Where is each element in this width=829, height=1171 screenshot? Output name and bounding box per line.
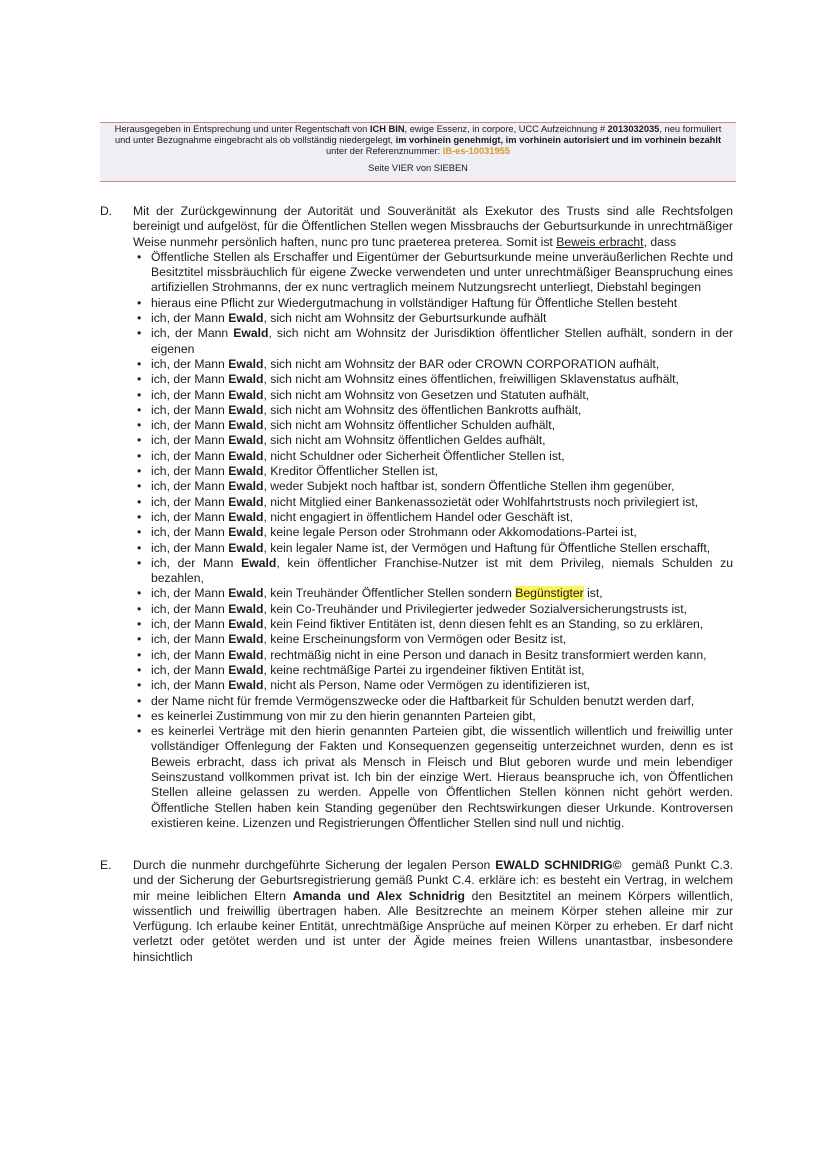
name-bold: Ewald bbox=[228, 662, 264, 677]
name-bold: Ewald bbox=[228, 509, 264, 524]
name-bold: Ewald bbox=[228, 617, 264, 632]
intro-text: Mit der Zurückgewinnung der Autorität und Souveränität als Exekutor des Trusts sind alle Rechtsfolgen bereinigt und aufgelöst, für die Öffentlichen Stellen wegen Missbrauchs der Geburtsurkunde in unrechtmäßiger Weise nunmehr persönlich haften, nunc pro tunc praeterea preterea. Somit ist bbox=[133, 204, 733, 249]
list-item bbox=[151, 433, 733, 448]
bullet-text: hieraus eine Pflicht zur Wiedergutmachung in vollständiger Haftung für Öffentliche Stellen besteht bbox=[151, 295, 678, 310]
list-item bbox=[151, 418, 733, 433]
bullet-text: , keine Erscheinungsform von Vermögen oder Besitz ist, bbox=[263, 632, 567, 647]
bullet-text: , nicht als Person, Name oder Vermögen zu identifizieren ist, bbox=[263, 678, 590, 693]
bullet-text: , kein Feind fiktiver Entitäten ist, denn diesen fehlt es an Standing, so zu erklären, bbox=[263, 617, 704, 632]
list-item bbox=[151, 357, 733, 372]
document-header bbox=[100, 122, 736, 182]
ucc-number: 2013032035 bbox=[607, 124, 660, 134]
intro-end: , dass bbox=[643, 234, 677, 249]
list-item bbox=[151, 648, 733, 663]
bullet-text: ich, der Mann bbox=[151, 448, 229, 463]
name-bold: Ewald bbox=[228, 387, 264, 402]
bullet-text: ich, der Mann bbox=[151, 586, 229, 601]
bullet-text: , weder Subjekt noch haftbar ist, sondern Öffentliche Stellen ihm gegenüber, bbox=[263, 479, 675, 494]
header-text: , ewige Essenz, in corpore, UCC Aufzeichnung # bbox=[404, 124, 608, 134]
bullet-text: ich, der Mann bbox=[151, 525, 229, 540]
list-item bbox=[151, 464, 733, 479]
highlighted-text: Begünstigter bbox=[515, 586, 584, 601]
name-bold: Ewald bbox=[228, 540, 264, 555]
list-item bbox=[151, 663, 733, 678]
list-item bbox=[151, 632, 733, 647]
bullet-text: ich, der Mann bbox=[151, 464, 229, 479]
list-item bbox=[151, 495, 733, 510]
list-item bbox=[151, 724, 733, 831]
name-bold: Ewald bbox=[241, 555, 277, 570]
list-item bbox=[151, 311, 733, 326]
name-bold: Ewald bbox=[228, 586, 264, 601]
list-item bbox=[151, 678, 733, 693]
name-bold: Ewald bbox=[228, 525, 264, 540]
bullet-text: , kein öffentlicher Franchise-Nutzer ist mit dem Privileg, niemals Schulden zu bezahlen, bbox=[151, 555, 733, 586]
bullet-text: ich, der Mann bbox=[151, 662, 229, 677]
list-item bbox=[151, 250, 733, 296]
list-item bbox=[151, 326, 733, 357]
bullet-text: ich, der Mann bbox=[151, 494, 229, 509]
name-bold: Ewald bbox=[228, 632, 264, 647]
name-bold: Ewald bbox=[228, 494, 264, 509]
text: Durch die nunmehr durchgeführte Sicherung der legalen Person bbox=[133, 858, 496, 872]
name-bold: Ewald bbox=[228, 418, 264, 433]
list-item bbox=[151, 541, 733, 556]
bullet-text: , sich nicht am Wohnsitz öffentlicher Schulden aufhält, bbox=[263, 418, 555, 433]
bullet-text: ich, der Mann bbox=[151, 479, 229, 494]
bullet-list bbox=[133, 250, 733, 831]
bullet-text: , sich nicht am Wohnsitz der Geburtsurkunde aufhält bbox=[263, 311, 547, 326]
name-bold: Ewald bbox=[228, 311, 264, 326]
name-bold: Ewald bbox=[228, 464, 264, 479]
list-item bbox=[151, 586, 733, 601]
bullet-text: , keine rechtmäßige Partei zu irgendeiner fiktiven Entität ist, bbox=[263, 662, 585, 677]
list-item bbox=[151, 296, 733, 311]
bullet-text: es keinerlei Verträge mit den hierin genannten Parteien gibt, die wissentlich willentlich und freiwillig unter vollständiger Offenlegung der Fakten und Konsequenzen gegenseitig unterzeichnet wurden, denn es ist Beweis erbracht, dass ich privat als Mensch in Fleisch und Blut geboren wurde und mein lebendiger Seinszustand vollkommen privat ist. Ich bin der einzige Wert. Hieraus beanspruche ich, von Öffentlichen Stellen alleine gelassen zu werden. Appelle von Öffentlichen Stellen können nicht gehört werden. Öffentliche Stellen haben kein Standing gegenüber den Rechtswirkungen dieser Urkunde. Kontroversen existieren keine. Lizenzen und Registrierungen Öffentlicher Stellen sind null und nichtig. bbox=[151, 724, 733, 830]
bullet-text: , sich nicht am Wohnsitz öffentlichen Geldes aufhält, bbox=[263, 433, 546, 448]
reference-number: IB-es-10031955 bbox=[442, 146, 510, 156]
name-bold: Ewald bbox=[228, 479, 264, 494]
bullet-text: ich, der Mann bbox=[151, 555, 242, 570]
bullet-text: , keine legale Person oder Strohmann oder Akkomodations-Partei ist, bbox=[263, 525, 637, 540]
legal-person-name: EWALD SCHNIDRIG© bbox=[495, 858, 622, 872]
header-text: unter der Referenznummer: bbox=[326, 146, 443, 156]
bullet-text: , sich nicht am Wohnsitz des öffentlichen Bankrotts aufhält, bbox=[263, 402, 582, 417]
bullet-text: ich, der Mann bbox=[151, 509, 229, 524]
section-d bbox=[100, 204, 733, 831]
bullet-text: , nicht Schuldner oder Sicherheit Öffentlicher Stellen ist, bbox=[263, 448, 565, 463]
header-text: Herausgegeben in Entsprechung und unter Regentschaft von bbox=[114, 124, 370, 134]
name-bold: Ewald bbox=[228, 402, 264, 417]
name-bold: Ewald bbox=[228, 448, 264, 463]
section-e bbox=[100, 858, 737, 965]
bullet-text: , sich nicht am Wohnsitz der Jurisdiktion öffentlicher Stellen aufhält, sondern in der eigenen bbox=[151, 326, 733, 356]
list-item bbox=[151, 525, 733, 540]
header-notice bbox=[100, 123, 736, 157]
bullet-text: es keinerlei Zustimmung von mir zu den hierin genannten Parteien gibt, bbox=[151, 708, 536, 723]
name-bold: Ewald bbox=[228, 678, 264, 693]
text: gemäß Punkt C.3. und der Sicherung der Geburtsregistrierung gemäß Punkt C.4. erkläre ich: es besteht ein Vertrag, in welchem mir meine leiblichen Eltern bbox=[133, 858, 737, 903]
list-item bbox=[151, 388, 733, 403]
name-bold: Ewald bbox=[233, 326, 269, 341]
bullet-text: ich, der Mann bbox=[151, 617, 229, 632]
bullet-text: ich, der Mann bbox=[151, 632, 229, 647]
bullet-text: , kein Co-Treuhänder und Privilegierter jedweder Sozialversicherungstrusts ist, bbox=[263, 601, 688, 616]
bullet-text: , Kreditor Öffentlicher Stellen ist, bbox=[263, 464, 438, 479]
text: den Besitztitel an meinem Körpers willentlich, wissentlich und freiwillig übertragen haben. Alle Besitzrechte an meinem Körper stehen alleine mir zur Verfügung. Ich erlaube keiner Entität, unrechtmäßige Ansprüche auf meinen Körper zu erheben. Er darf nicht verletzt oder getötet werden und ist unter der Ägide meines freien Willens unantastbar, insbesondere hinsichtlich bbox=[133, 888, 734, 964]
list-item bbox=[151, 617, 733, 632]
header-bold: im vorhinein genehmigt, im vorhinein autorisiert und im vorhinein bezahlt bbox=[395, 135, 722, 145]
list-item bbox=[151, 403, 733, 418]
list-item bbox=[151, 556, 733, 587]
name-bold: Ewald bbox=[228, 356, 264, 371]
section-d-intro bbox=[133, 204, 733, 250]
bullet-text: ich, der Mann bbox=[151, 326, 234, 341]
list-item bbox=[151, 510, 733, 525]
bullet-text: , sich nicht am Wohnsitz eines öffentlichen, freiwilligen Sklavenstatus aufhält, bbox=[263, 372, 679, 387]
section-label: E. bbox=[100, 858, 112, 872]
bullet-text: der Name nicht für fremde Vermögenszwecke oder die Haftbarkeit für Schulden benutzt werden darf, bbox=[151, 693, 695, 708]
bullet-text: , kein Treuhänder Öffentlicher Stellen sondern bbox=[263, 586, 516, 601]
underlined-text: Beweis erbracht bbox=[556, 234, 644, 249]
name-bold: Ewald bbox=[228, 433, 264, 448]
header-text: , neu formuliert und unter Bezugnahme eingebracht als ob vollständig niedergelegt, bbox=[114, 124, 722, 145]
list-item bbox=[151, 709, 733, 724]
bullet-text: ich, der Mann bbox=[151, 540, 229, 555]
bullet-text: , nicht Mitglied einer Bankenassozietät oder Wohlfahrtstrusts noch privilegiert ist, bbox=[263, 494, 699, 509]
bullet-text: , rechtmäßig nicht in eine Person und danach in Besitz transformiert werden kann, bbox=[263, 647, 707, 662]
bullet-text: , sich nicht am Wohnsitz von Gesetzen und Statuten aufhält, bbox=[263, 387, 590, 402]
page-number: Seite VIER von SIEBEN bbox=[368, 163, 468, 173]
bullet-text: ich, der Mann bbox=[151, 402, 229, 417]
name-bold: Ewald bbox=[228, 647, 264, 662]
list-item bbox=[151, 602, 733, 617]
list-item bbox=[151, 694, 733, 709]
bullet-text: ich, der Mann bbox=[151, 387, 229, 402]
parents-names: Amanda und Alex Schnidrig bbox=[292, 888, 465, 903]
bullet-text: Öffentliche Stellen als Erschaffer und Eigentümer der Geburtsurkunde meine unveräußerlichen Rechte und Besitztitel missbräuchlich für eigene Zwecke verwendeten und unter unrechtmäßiger Beanspruchung eines artifiziellen Strohmanns, der ex nunc vertraglich meinem Nutzungsrecht unterliegt, Diebstahl begingen bbox=[151, 249, 733, 295]
section-label: D. bbox=[100, 204, 113, 218]
bullet-text: , sich nicht am Wohnsitz der BAR oder CROWN CORPORATION aufhält, bbox=[263, 356, 660, 371]
bullet-text: ich, der Mann bbox=[151, 418, 229, 433]
bullet-text: ich, der Mann bbox=[151, 678, 229, 693]
name-bold: Ewald bbox=[228, 372, 264, 387]
section-e-text bbox=[133, 858, 737, 965]
bullet-text: ich, der Mann bbox=[151, 311, 229, 326]
bullet-text: , nicht engagiert in öffentlichem Handel oder Geschäft ist, bbox=[263, 509, 573, 524]
bullet-text: ich, der Mann bbox=[151, 601, 229, 616]
bullet-text: ich, der Mann bbox=[151, 647, 229, 662]
list-item bbox=[151, 449, 733, 464]
list-item bbox=[151, 372, 733, 387]
bullet-text: , kein legaler Name ist, der Vermögen und Haftung für Öffentliche Stellen erschafft, bbox=[263, 540, 711, 555]
bullet-text: ist, bbox=[583, 586, 603, 601]
bullet-text: ich, der Mann bbox=[151, 433, 229, 448]
bullet-text: ich, der Mann bbox=[151, 372, 229, 387]
header-bold: ICH BIN bbox=[369, 124, 405, 134]
bullet-text: ich, der Mann bbox=[151, 356, 229, 371]
name-bold: Ewald bbox=[228, 601, 264, 616]
list-item bbox=[151, 479, 733, 494]
